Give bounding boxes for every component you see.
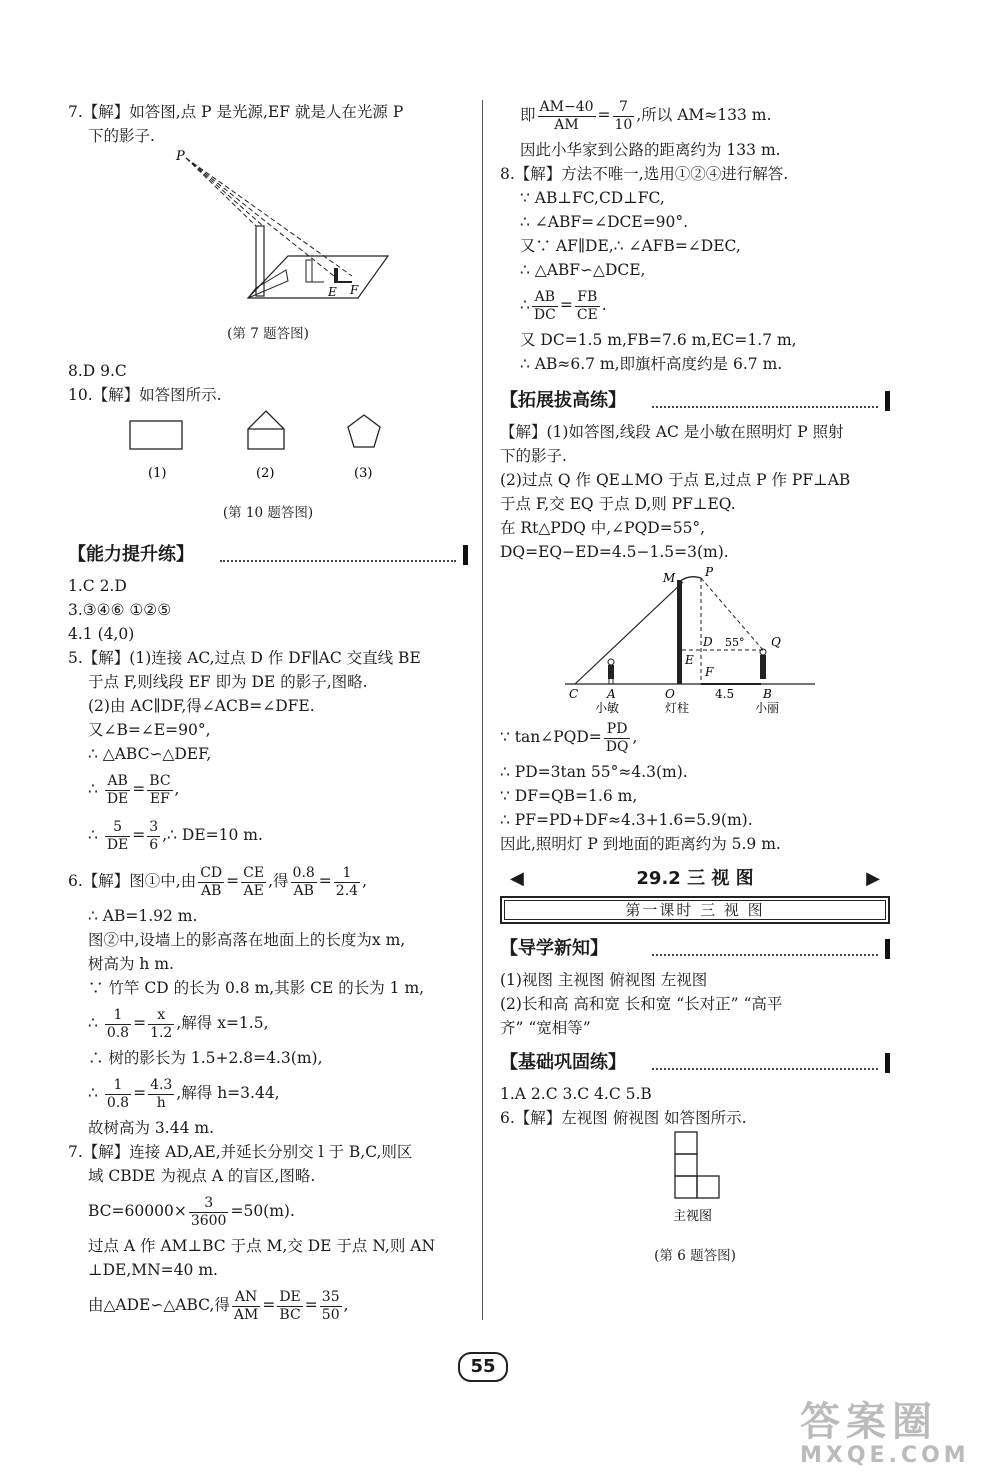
q6-line-5: ∴ 树的影长为 1.5+2.8=4.3(m), — [88, 1049, 323, 1067]
q6-line-6: 故树高为 3.44 m. — [88, 1119, 214, 1137]
guide-line-1: (1)视图 主视图 俯视图 左视图 — [500, 971, 708, 989]
guide-line-2: (2)长和高 高和宽 长和宽 “长对正” “高平 — [500, 995, 783, 1013]
answer-4: 4.1 (4,0) — [68, 625, 135, 643]
q8-line-5: ∴ △ABF∽△DCE, — [520, 261, 646, 279]
lamp-label-o: O — [665, 687, 675, 701]
answers-8-9: 8.D 9.C — [68, 362, 127, 380]
q6-formula-2: ∴ $\frac{1}{0.8}$ = $\frac{x}{1.2}$ ,解得 x=1.5, — [88, 1006, 269, 1041]
watermark — [800, 1390, 970, 1468]
ext-line-5: 在 Rt△PDQ 中,∠PQD=55°, — [500, 519, 706, 537]
left-triangle-icon: ◀ — [510, 868, 524, 889]
q7b-formula: BC=60000× $\frac{3}{3600}$ =50(m). — [88, 1194, 295, 1229]
lamp-label-angle: 55° — [725, 636, 745, 649]
lamp-name-pole: 灯柱 — [665, 701, 690, 714]
watermark-url: MXQE.COM — [800, 1443, 970, 1468]
basic-line-1: 1.A 2.C 3.C 4.C 5.B — [500, 1085, 652, 1103]
q5-line-1: 5.【解】(1)连接 AC,过点 D 作 DF∥AC 交直线 BE — [68, 649, 421, 667]
fig7-label-f: F — [350, 283, 359, 297]
lamp-label-a: A — [607, 687, 616, 701]
q6-formula: 6.【解】图①中,由 $\frac{CD}{AB}$ = $\frac{CE}{AE}$ ,得 $\frac{0.8}{AB}$ = $\frac{1}{2.4}$ , — [68, 864, 367, 899]
column-divider — [482, 100, 483, 1320]
q8-line-6: 又 DC=1.5 m,FB=7.6 m,EC=1.7 m, — [520, 331, 797, 349]
ext-line-1: 【解】(1)如答图,线段 AC 是小敏在照明灯 P 照射 — [500, 423, 844, 441]
fig10-label-1: (1) — [148, 466, 167, 481]
q8-line-1: 8.【解】方法不唯一,选用①②④进行解答. — [500, 165, 789, 183]
ext-b-line-4: 因此,照明灯 P 到地面的距离约为 5.9 m. — [500, 835, 781, 853]
lamp-label-b: B — [763, 687, 772, 701]
fig10-shapes — [118, 407, 418, 487]
q6-line-2: 图②中,设墙上的影高落在地面上的长度为x m, — [88, 931, 406, 949]
answer-3: 3.③④⑥ ①②⑤ — [68, 601, 172, 619]
lesson-banner: 第一课时 三 视 图 — [500, 896, 890, 924]
left-column — [68, 100, 468, 1328]
section-dots — [220, 560, 456, 562]
q8-line-3: ∴ ∠ABF=∠DCE=90°. — [520, 213, 689, 231]
section-bar — [463, 545, 468, 565]
ext-formula: ∵ tan∠PQD= $\frac{PD}{DQ}$ , — [500, 720, 638, 755]
q8-line-2: ∵ AB⊥FC,CD⊥FC, — [520, 189, 665, 207]
section-dots — [652, 1068, 878, 1070]
lamp-diagram — [565, 564, 825, 714]
basic-line-2: 6.【解】左视图 俯视图 如答图所示. — [500, 1109, 747, 1127]
fig10-label-2: (2) — [256, 466, 275, 481]
section-title: 【拓展拔高练】 — [500, 390, 626, 411]
section-dots — [652, 954, 878, 956]
lamp-label-f: F — [705, 665, 714, 679]
q6-line-1: ∴ AB=1.92 m. — [88, 907, 198, 925]
q5-formula-2: ∴ $\frac{5}{DE}$ = $\frac{3}{6}$ ,∴ DE=10 m. — [88, 818, 263, 853]
q5-line-4: 又∠B=∠E=90°, — [88, 721, 211, 739]
fig7-diagram — [138, 148, 398, 308]
ext-line-2: 下的影子. — [500, 447, 567, 465]
section-heading-basic — [500, 1046, 890, 1080]
chapter-banner — [500, 864, 890, 894]
lamp-name-xiaoli: 小丽 — [755, 701, 780, 714]
q5-formula-1: ∴ $\frac{AB}{DE}$ = $\frac{BC}{EF}$ , — [88, 772, 180, 807]
q6-line-3: 树高为 h m. — [88, 955, 174, 973]
r-formula-1: 即 $\frac{AM-40}{AM}$ = $\frac{7}{10}$ ,所以 AM≈133 m. — [520, 98, 772, 133]
answers-1-2: 1.C 2.D — [68, 577, 127, 595]
section-bar — [885, 1053, 890, 1073]
q5-line-5: ∴ △ABC∽△DEF, — [88, 745, 212, 763]
ext-b-line-1: ∴ PD=3tan 55°≈4.3(m). — [500, 763, 688, 781]
lamp-label-dist: 4.5 — [715, 687, 735, 701]
fig6-front-view — [635, 1130, 755, 1230]
q5-line-2: 于点 F,则线段 EF 即为 DE 的影子,图略. — [88, 673, 368, 691]
section-heading-guide — [500, 932, 890, 966]
lamp-name-xiaomin: 小敏 — [595, 701, 620, 714]
fig10-caption: (第 10 题答图) — [222, 504, 314, 521]
section-heading-ability — [68, 538, 468, 572]
right-column — [500, 100, 890, 1281]
fig10-label-3: (3) — [354, 466, 373, 481]
fig7-caption: (第 7 题答图) — [227, 325, 309, 342]
ext-line-6: DQ=EQ−ED=4.5−1.5=3(m). — [500, 543, 729, 561]
section-dots — [652, 406, 878, 408]
section-title: 【基础巩固练】 — [500, 1052, 626, 1073]
chapter-title: 29.2 三 视 图 — [636, 868, 754, 889]
q7-line-2: 下的影子. — [88, 127, 155, 145]
lamp-label-c: C — [569, 687, 579, 701]
q8-formula: ∴ $\frac{AB}{DC}$ = $\frac{FB}{CE}$ . — [520, 288, 607, 323]
q7-line-1: 7.【解】如答图,点 P 是光源,EF 就是人在光源 P — [68, 103, 404, 121]
q6-formula-3: ∴ $\frac{1}{0.8}$ = $\frac{4.3}{h}$ ,解得 h=3.44, — [88, 1076, 280, 1111]
lamp-label-e: E — [685, 653, 694, 667]
q8-line-4: 又∵ AF∥DE,∴ ∠AFB=∠DEC, — [520, 237, 741, 255]
ext-b-line-2: ∵ DF=QB=1.6 m, — [500, 787, 638, 805]
section-heading-extension — [500, 384, 890, 418]
lamp-label-m: M — [663, 571, 676, 585]
q6-line-4: ∵ 竹竿 CD 的长为 0.8 m,其影 CE 的长为 1 m, — [88, 979, 425, 997]
ext-line-4: 于点 F,交 EQ 于点 D,则 PF⊥EQ. — [500, 495, 736, 513]
fig6-label: 主视图 — [673, 1209, 713, 1224]
q7b-line-3: 过点 A 作 AM⊥BC 于点 M,交 DE 于点 N,则 AN — [88, 1237, 436, 1255]
fig7-label-p: P — [176, 149, 185, 164]
r-line-1: 因此小华家到公路的距离约为 133 m. — [520, 141, 781, 159]
q7b-formula-2: 由△ADE∽△ABC,得 $\frac{AN}{AM}$ = $\frac{DE}{BC}$ = $\frac{35}{50}$ , — [88, 1288, 349, 1323]
lamp-label-q: Q — [771, 635, 781, 649]
lamp-label-p: P — [705, 565, 714, 579]
section-title: 【能力提升练】 — [68, 544, 194, 565]
q10-line: 10.【解】如答图所示. — [68, 386, 222, 404]
guide-line-3: 齐” “宽相等” — [500, 1019, 591, 1037]
q7b-line-1: 7.【解】连接 AD,AE,并延长分别交 l 于 B,C,则区 — [68, 1143, 413, 1161]
right-triangle-icon: ▶ — [866, 868, 880, 889]
q7b-line-2: 域 CBDE 为视点 A 的盲区,图略. — [88, 1167, 316, 1185]
section-title: 【导学新知】 — [500, 938, 608, 959]
ext-b-line-3: ∴ PF=PD+DF≈4.3+1.6=5.9(m). — [500, 811, 753, 829]
fig6-caption: (第 6 题答图) — [654, 1247, 736, 1264]
section-bar — [885, 391, 890, 411]
lamp-label-d: D — [703, 635, 713, 649]
q5-line-3: (2)由 AC∥DF,得∠ACB=∠DFE. — [88, 697, 315, 715]
q7b-line-4: ⊥DE,MN=40 m. — [88, 1261, 218, 1279]
fig7-label-e: E — [328, 285, 337, 299]
ext-line-3: (2)过点 Q 作 QE⊥MO 于点 E,过点 P 作 PF⊥AB — [500, 471, 851, 489]
page-number: 55 — [458, 1352, 508, 1382]
q8-line-7: ∴ AB≈6.7 m,即旗杆高度约是 6.7 m. — [520, 355, 783, 373]
section-bar — [885, 939, 890, 959]
watermark-text: 答案圈 — [800, 1399, 938, 1445]
